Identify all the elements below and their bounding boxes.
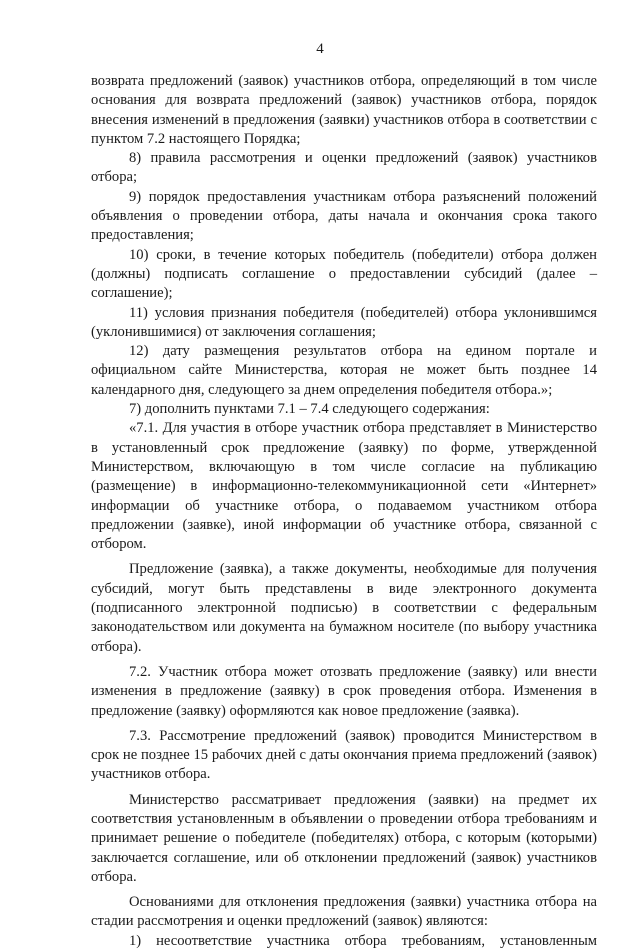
paragraph-item-8: 8) правила рассмотрения и оценки предложений (заявок) участников отбора; [91, 150, 597, 186]
paragraph-amendment-7: 7) дополнить пунктами 7.1 – 7.4 следующего содержания: [129, 401, 490, 418]
paragraph-clause-7-2: 7.2. Участник отбора может отозвать предложение (заявку) или внести изменения в предложение (заявку) в срок проведения отбора. Изменения в предложение (заявку) оформляются как новое предложение (заявка). [91, 663, 597, 719]
paragraph-continuation: возврата предложений (заявок) участников отбора, определяющий в том числе основания для возврата предложений (заявок) участников отбора, порядок внесения изменений в предложения (заявки) участников отбора в соответствии с пунктом 7.2 настоящего Порядка; [91, 73, 597, 147]
paragraph-clause-7-3-review: Министерство рассматривает предложения (заявки) на предмет их соответствия установленным в объявлении о проведении отбора требованиям и принимает решение о победителе (победителях) отбора, с которым (которыми) заключается соглашение, или об отклонении предложений (заявок) участников отбора. [91, 791, 597, 885]
paragraph-item-10: 10) сроки, в течение которых победитель (победители) отбора должен (должны) подписать соглашение о предоставлении субсидий (далее – соглашение); [91, 246, 597, 302]
page-number: 4 [316, 41, 324, 57]
paragraph-item-11: 11) условия признания победителя (победителей) отбора уклонившимся (уклонившимися) от заключения соглашения; [91, 304, 597, 340]
paragraph-clause-7-1: «7.1. Для участия в отборе участник отбора представляет в Министерство в установленный срок предложение (заявку) по форме, утвержденной Министерством, включающую в том числе согласие на публикацию (размещение) в информационно-телекоммуникационной сети «Интернет» информации об участнике отбора, о подаваемом участником отбора предложении (заявке), иной информации об участнике отбора, связанной с отбором. [91, 420, 597, 553]
paragraph-item-9: 9) порядок предоставления участникам отбора разъяснений положений объявления о проведении отбора, даты начала и окончания срока такого предоставления; [91, 188, 597, 244]
document-body [91, 72, 597, 951]
paragraph-item-12: 12) дату размещения результатов отбора на едином портале и официальном сайте Министерства, которая не может быть позднее 14 календарного дня, следующего за днем определения победителя отбора.»; [91, 343, 597, 398]
paragraph-ground-1: 1) несоответствие участника отбора требованиям, установленным [129, 932, 597, 949]
paragraph-clause-7-3: 7.3. Рассмотрение предложений (заявок) проводится Министерством в срок не позднее 15 рабочих дней с даты окончания приема предложений (заявок) участников отбора. [91, 727, 597, 783]
paragraph-clause-7-1-submission: Предложение (заявка), а также документы, необходимые для получения субсидий, могут быть представлены в виде электронного документа (подписанного электронной подписью) в соответствии с федеральным законодательством или документа на бумажном носителе (по выбору участника отбора). [91, 561, 597, 655]
paragraph-rejection-grounds: Основаниями для отклонения предложения (заявки) участника отбора на стадии рассмотрения и оценки предложений (заявок) являются: [91, 894, 597, 930]
